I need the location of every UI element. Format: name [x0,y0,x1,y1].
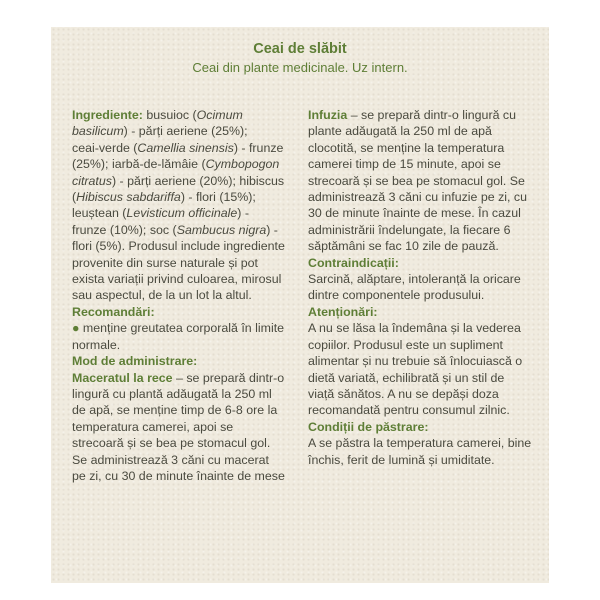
ingredient-elder-latin: Sambucus nigra [176,222,267,237]
recommendations-heading: Recomandări: [72,304,155,319]
storage-text: A se păstra la temperatura camerei, bine închis, ferit de lumină și umiditate. [308,436,532,467]
recommendation-text: menține greutatea corporală în limite normale. [72,321,285,352]
ingredient-green-tea-text-a: ceai-verde ( [72,140,138,155]
ingredient-lemongrass-text-b: ) - părți aeriene (20%); [111,173,240,188]
product-label [51,27,549,583]
ingredients-paragraph [72,107,285,304]
ingredient-basil-text-b: ) - părți aeriene (25%); [123,124,248,139]
ingredient-elder-text-b: ) - flori (5%). [72,222,278,254]
recommendation-item [72,320,285,353]
page-subtitle: Ceai din plante medicinale. Uz intern. [192,60,408,75]
ingredient-lovage-latin: Levisticum officinale [126,206,238,221]
contraindications-heading: Contraindicații: [308,255,399,270]
ingredient-basil-latin: Ocimum basilicum [72,108,243,139]
ingredient-elder-text-a: soc ( [149,222,177,237]
page-title: Ceai de slăbit [253,41,347,57]
warnings-text: A nu se lăsa la îndemâna și la vederea copiilor. Produsul este un supliment alimentar și nu trebuie să înlocuiască o dietă variată, echilibrată și un stil de viață sănătos. A nu se depăși doza recomandată pentru consumul zilnic. [308,321,523,418]
storage-heading: Condiții de păstrare: [308,419,429,434]
cold-maceration-heading: Maceratul la rece [72,370,173,385]
left-column [72,107,285,484]
ingredient-hibiscus-latin: Hibiscus sabdariffa [76,190,181,205]
ingredient-hibiscus-text-b: ) - flori (15%); [180,190,256,205]
ingredient-lemongrass-latin: Cymbopogon citratus [72,157,280,188]
infusion-heading: Infuzia [308,108,348,122]
contraindications-text: Sarcină, alăptare, intoleranță la oricare dintre componentele produsului. [308,272,521,303]
right-column [308,107,532,468]
ingredient-hibiscus-text-a: hibiscus ( [72,173,285,205]
ingredients-heading: Ingrediente: [72,108,143,122]
ingredients-note: Produsul include ingrediente provenite din surse naturale și pot exista variații privind culoarea, mirosul sau aspectul, de la un lot la altul. [72,239,285,303]
warnings-heading: Atenționări: [308,304,378,319]
ingredient-lemongrass-text-a: iarbă-de-lămâie ( [111,157,206,172]
infusion-text: – se prepară dintr-o lingură cu plante adăugată la 250 ml de apă clocotită, se menține la temperatura camerei timp de 15 minute, apoi se strecoară și se bea pe stomacul gol. Se administrează 3 căni cu infuzie pe zi, cu 30 de minute înainte de mese. În cazul administrării îndelungate, la fiecare 6 săptămâni se fac 10 zile de pauză. [308,108,528,254]
ingredient-green-tea-latin: Camellia sinensis [137,140,234,155]
cold-maceration-text: – se prepară dintr-o lingură cu plantă adăugată la 250 ml de apă, se menține timp de 6-8 ore la temperatura camerei, apoi se strecoară și se bea pe stomacul gol. Se administrează 3 căni cu macerat pe zi, cu 30 de minute înainte de mese [72,370,285,483]
ingredient-lovage-text-b: ) - frunze (10%); [72,206,249,237]
infusion-paragraph [308,107,532,255]
ingredient-green-tea-text-b: ) - frunze (25%); [72,140,284,172]
administration-heading: Mod de administrare: [72,354,198,369]
bullet-icon: ● [72,321,80,336]
ingredient-lovage-text-a: leuștean ( [72,206,127,221]
ingredient-basil-text-a: busuioc ( [142,108,197,122]
cold-maceration-paragraph [72,370,285,485]
